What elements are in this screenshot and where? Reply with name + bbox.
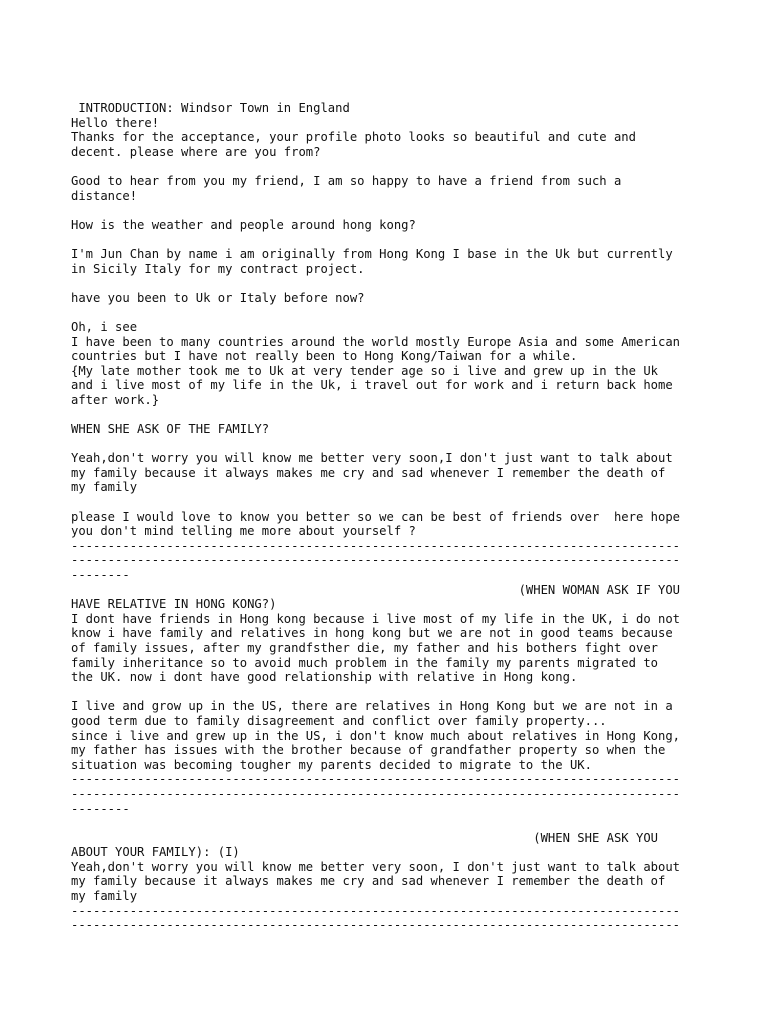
blank-line: [71, 276, 711, 291]
text-line: situation was becoming tougher my parents decided to migrate to the UK.: [71, 757, 592, 772]
text-line: my family: [71, 889, 138, 904]
section-heading: ABOUT YOUR FAMILY): (I): [71, 845, 240, 860]
text-line: family inheritance so to avoid much problem in the family my parents migrated to: [71, 655, 658, 670]
text-line: I dont have friends in Hong kong because i live most of my life in the UK, i do not: [71, 611, 681, 626]
text-line: know i have family and relatives in hong kong but we are not in good teams because: [71, 626, 673, 641]
divider-line: -----------------------------------------------------------------------------------: [71, 786, 681, 801]
text-line: since i live and grew up in the US, i don't know much about relatives in Hong Kong,: [71, 728, 681, 743]
text-line: good term due to family disagreement and conflict over family property...: [71, 713, 607, 728]
text-line: I'm Jun Chan by name i am originally from Hong Kong I base in the Uk but currently: [71, 246, 673, 261]
divider-line: -----------------------------------------------------------------------------------: [71, 553, 681, 568]
section-heading: HAVE RELATIVE IN HONG KONG?): [71, 597, 277, 612]
blank-line: [71, 159, 711, 174]
text-line: distance!: [71, 188, 138, 203]
text-line: Yeah,don't worry you will know me better very soon,I don't just want to talk about: [71, 451, 673, 466]
document-page: [71, 101, 711, 933]
text-line: the UK. now i dont have good relationship with relative in Hong kong.: [71, 670, 578, 685]
divider-line: -----------------------------------------------------------------------------------: [71, 903, 681, 918]
text-line: after work.}: [71, 392, 160, 407]
text-line: I live and grow up in the US, there are relatives in Hong Kong but we are not in a: [71, 699, 673, 714]
text-line: you don't mind telling me more about yourself ?: [71, 524, 416, 539]
text-line: Yeah,don't worry you will know me better very soon, I don't just want to talk about: [71, 859, 681, 874]
divider-line: -----------------------------------------------------------------------------------: [71, 538, 681, 553]
blank-line: [71, 495, 711, 510]
text-line: in Sicily Italy for my contract project.: [71, 261, 365, 276]
blank-line: [71, 685, 711, 700]
section-heading: (WHEN WOMAN ASK IF YOU: [71, 582, 681, 597]
text-line: my family because it always makes me cry and sad whenever I remember the death of: [71, 874, 666, 889]
text-line: my family because it always makes me cry and sad whenever I remember the death of: [71, 465, 666, 480]
divider-line: --------: [71, 568, 130, 582]
section-heading: (WHEN SHE ASK YOU: [71, 830, 658, 845]
text-line: countries but I have not really been to Hong Kong/Taiwan for a while.: [71, 349, 578, 364]
blank-line: [71, 437, 711, 452]
text-line: my family: [71, 480, 138, 495]
text-line: please I would love to know you better so we can be best of friends over here hope: [71, 509, 681, 524]
text-line: Hello there!: [71, 115, 160, 130]
text-line: I have been to many countries around the world mostly Europe Asia and some American: [71, 334, 681, 349]
heading-introduction: INTRODUCTION: Windsor Town in England: [71, 101, 350, 115]
text-line: Oh, i see: [71, 319, 138, 334]
blank-line: [71, 305, 711, 320]
blank-line: [71, 816, 711, 831]
divider-line: -----------------------------------------------------------------------------------: [71, 772, 681, 787]
blank-line: [71, 203, 711, 218]
text-line: How is the weather and people around hong kong?: [71, 217, 416, 232]
blank-line: [71, 407, 711, 422]
text-line: {My late mother took me to Uk at very tender age so i live and grew up in the Uk: [71, 363, 658, 378]
divider-line: -----------------------------------------------------------------------------------: [71, 918, 681, 933]
text-line: and i live most of my life in the Uk, i travel out for work and i return back home: [71, 378, 673, 393]
text-line: Thanks for the acceptance, your profile photo looks so beautiful and cute and: [71, 130, 636, 145]
text-line: Good to hear from you my friend, I am so happy to have a friend from such a: [71, 173, 622, 188]
text-line: of family issues, after my grandfsther die, my father and his bothers fight over: [71, 640, 658, 655]
divider-line: --------: [71, 801, 130, 816]
blank-line: [71, 232, 711, 247]
text-line: decent. please where are you from?: [71, 144, 321, 159]
section-heading: WHEN SHE ASK OF THE FAMILY?: [71, 422, 270, 437]
text-line: have you been to Uk or Italy before now?: [71, 290, 365, 305]
text-line: my father has issues with the brother because of grandfather property so when the: [71, 743, 666, 758]
